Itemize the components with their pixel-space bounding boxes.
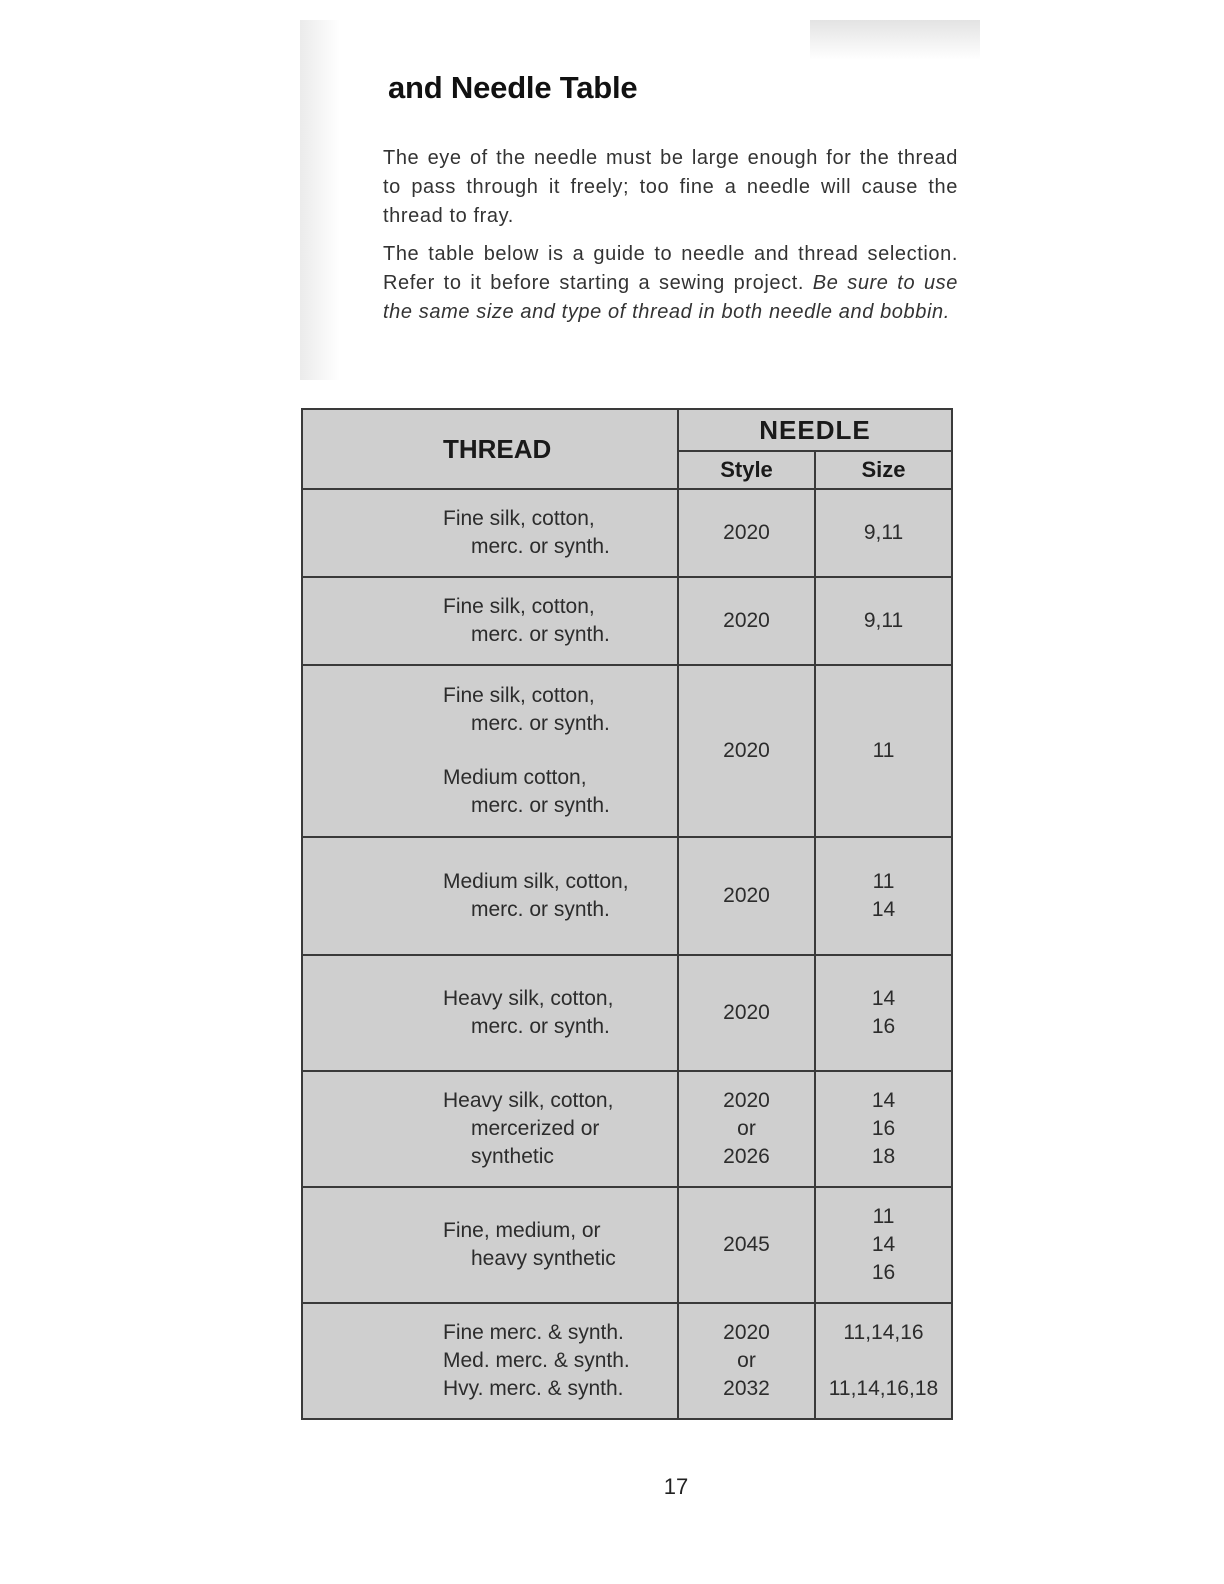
size-value: 11,14,16 (843, 1321, 924, 1344)
thread-cell (302, 1071, 678, 1187)
thread-line: merc. or synth. (471, 712, 610, 735)
style-value: 2020 (723, 1089, 770, 1112)
size-cell (815, 489, 952, 577)
style-cell (678, 837, 815, 955)
style-value: 2045 (723, 1233, 770, 1256)
size-value: 14 (871, 1233, 896, 1256)
size-cell (815, 837, 952, 955)
thread-line: Med. merc. & synth. (443, 1349, 630, 1372)
thread-line: Heavy silk, cotton, (443, 1089, 614, 1112)
size-cell (815, 577, 952, 665)
size-cell (815, 1303, 952, 1419)
style-cell (678, 577, 815, 665)
thread-cell (302, 955, 678, 1071)
size-cell (815, 665, 952, 837)
thread-cell (302, 577, 678, 665)
thread-line: synthetic (471, 1145, 554, 1168)
style-cell (678, 955, 815, 1071)
thread-line: Fine silk, cotton, (443, 595, 595, 618)
table-row (302, 665, 952, 837)
style-cell (678, 665, 815, 837)
table-row (302, 1303, 952, 1419)
table-row (302, 489, 952, 577)
scan-shadow-top-right (810, 20, 980, 60)
scan-shadow-left (300, 20, 340, 380)
needle-thread-table (301, 408, 953, 1420)
style-cell (678, 1187, 815, 1303)
style-value: 2020 (723, 1321, 770, 1344)
thread-line: merc. or synth. (471, 535, 610, 558)
table-body (302, 489, 952, 1419)
thread-line: Fine silk, cotton, (443, 507, 595, 530)
style-value: 2020 (723, 521, 770, 544)
table-row (302, 955, 952, 1071)
size-value: 16 (871, 1261, 896, 1284)
style-value: 2020 (723, 1001, 770, 1024)
thread-cell (302, 489, 678, 577)
style-value: 2026 (723, 1145, 770, 1168)
thread-line: mercerized or (471, 1117, 600, 1140)
size-value: 14 (871, 987, 896, 1010)
thread-line: Fine, medium, or (443, 1219, 601, 1242)
thread-column-header: THREAD (302, 409, 678, 489)
style-cell (678, 489, 815, 577)
thread-line: heavy synthetic (471, 1247, 616, 1270)
style-column-header: Style (678, 451, 815, 489)
size-column-header: Size (815, 451, 952, 489)
thread-line: Medium cotton, (443, 766, 587, 789)
size-value: 9,11 (863, 609, 904, 632)
section-title: and Needle Table (388, 70, 638, 105)
size-cell (815, 1187, 952, 1303)
thread-line: Hvy. merc. & synth. (443, 1377, 624, 1400)
thread-line: Fine merc. & synth. (443, 1321, 624, 1344)
style-value: 2020 (723, 884, 770, 907)
thread-cell (302, 837, 678, 955)
thread-cell (302, 1303, 678, 1419)
size-value: 11 (872, 870, 895, 893)
style-value: or (737, 1117, 756, 1140)
table-row (302, 577, 952, 665)
thread-line: Fine silk, cotton, (443, 684, 595, 707)
thread-line: merc. or synth. (471, 623, 610, 646)
thread-line: merc. or synth. (471, 1015, 610, 1038)
needle-column-header: NEEDLE (678, 409, 952, 451)
size-cell (815, 955, 952, 1071)
size-value: 11,14,16,18 (828, 1377, 939, 1400)
table-row (302, 1071, 952, 1187)
thread-cell (302, 1187, 678, 1303)
style-value: or (737, 1349, 756, 1372)
style-cell (678, 1071, 815, 1187)
thread-cell (302, 665, 678, 837)
style-cell (678, 1303, 815, 1419)
size-value: 16 (871, 1117, 896, 1140)
size-value: 14 (871, 898, 896, 921)
intro-paragraph: The eye of the needle must be large enough for the thread to pass through it freely; too fine a needle will cause the thread to fray. (383, 147, 958, 227)
thread-line: merc. or synth. (471, 898, 610, 921)
size-value: 11 (872, 739, 895, 762)
guide-paragraph (383, 240, 958, 327)
guide-emphasis: Be sure to use the same size and type of thread in both needle and bobbin. (383, 272, 958, 323)
style-value: 2032 (723, 1377, 770, 1400)
table-row (302, 1187, 952, 1303)
style-value: 2020 (723, 739, 770, 762)
size-value: 9,11 (863, 521, 904, 544)
size-value: 18 (871, 1145, 896, 1168)
table-row (302, 837, 952, 955)
style-value: 2020 (723, 609, 770, 632)
guide-text: The table below is a guide to needle and thread selection. Refer to it before starting a sewing project. (383, 243, 958, 294)
size-value: 11 (872, 1205, 895, 1228)
size-value: 14 (871, 1089, 896, 1112)
thread-line: merc. or synth. (471, 794, 610, 817)
thread-line: Medium silk, cotton, (443, 870, 629, 893)
size-value: 16 (871, 1015, 896, 1038)
thread-line: Heavy silk, cotton, (443, 987, 614, 1010)
size-value (816, 1347, 951, 1375)
size-cell (815, 1071, 952, 1187)
page-number: 17 (663, 1474, 689, 1499)
